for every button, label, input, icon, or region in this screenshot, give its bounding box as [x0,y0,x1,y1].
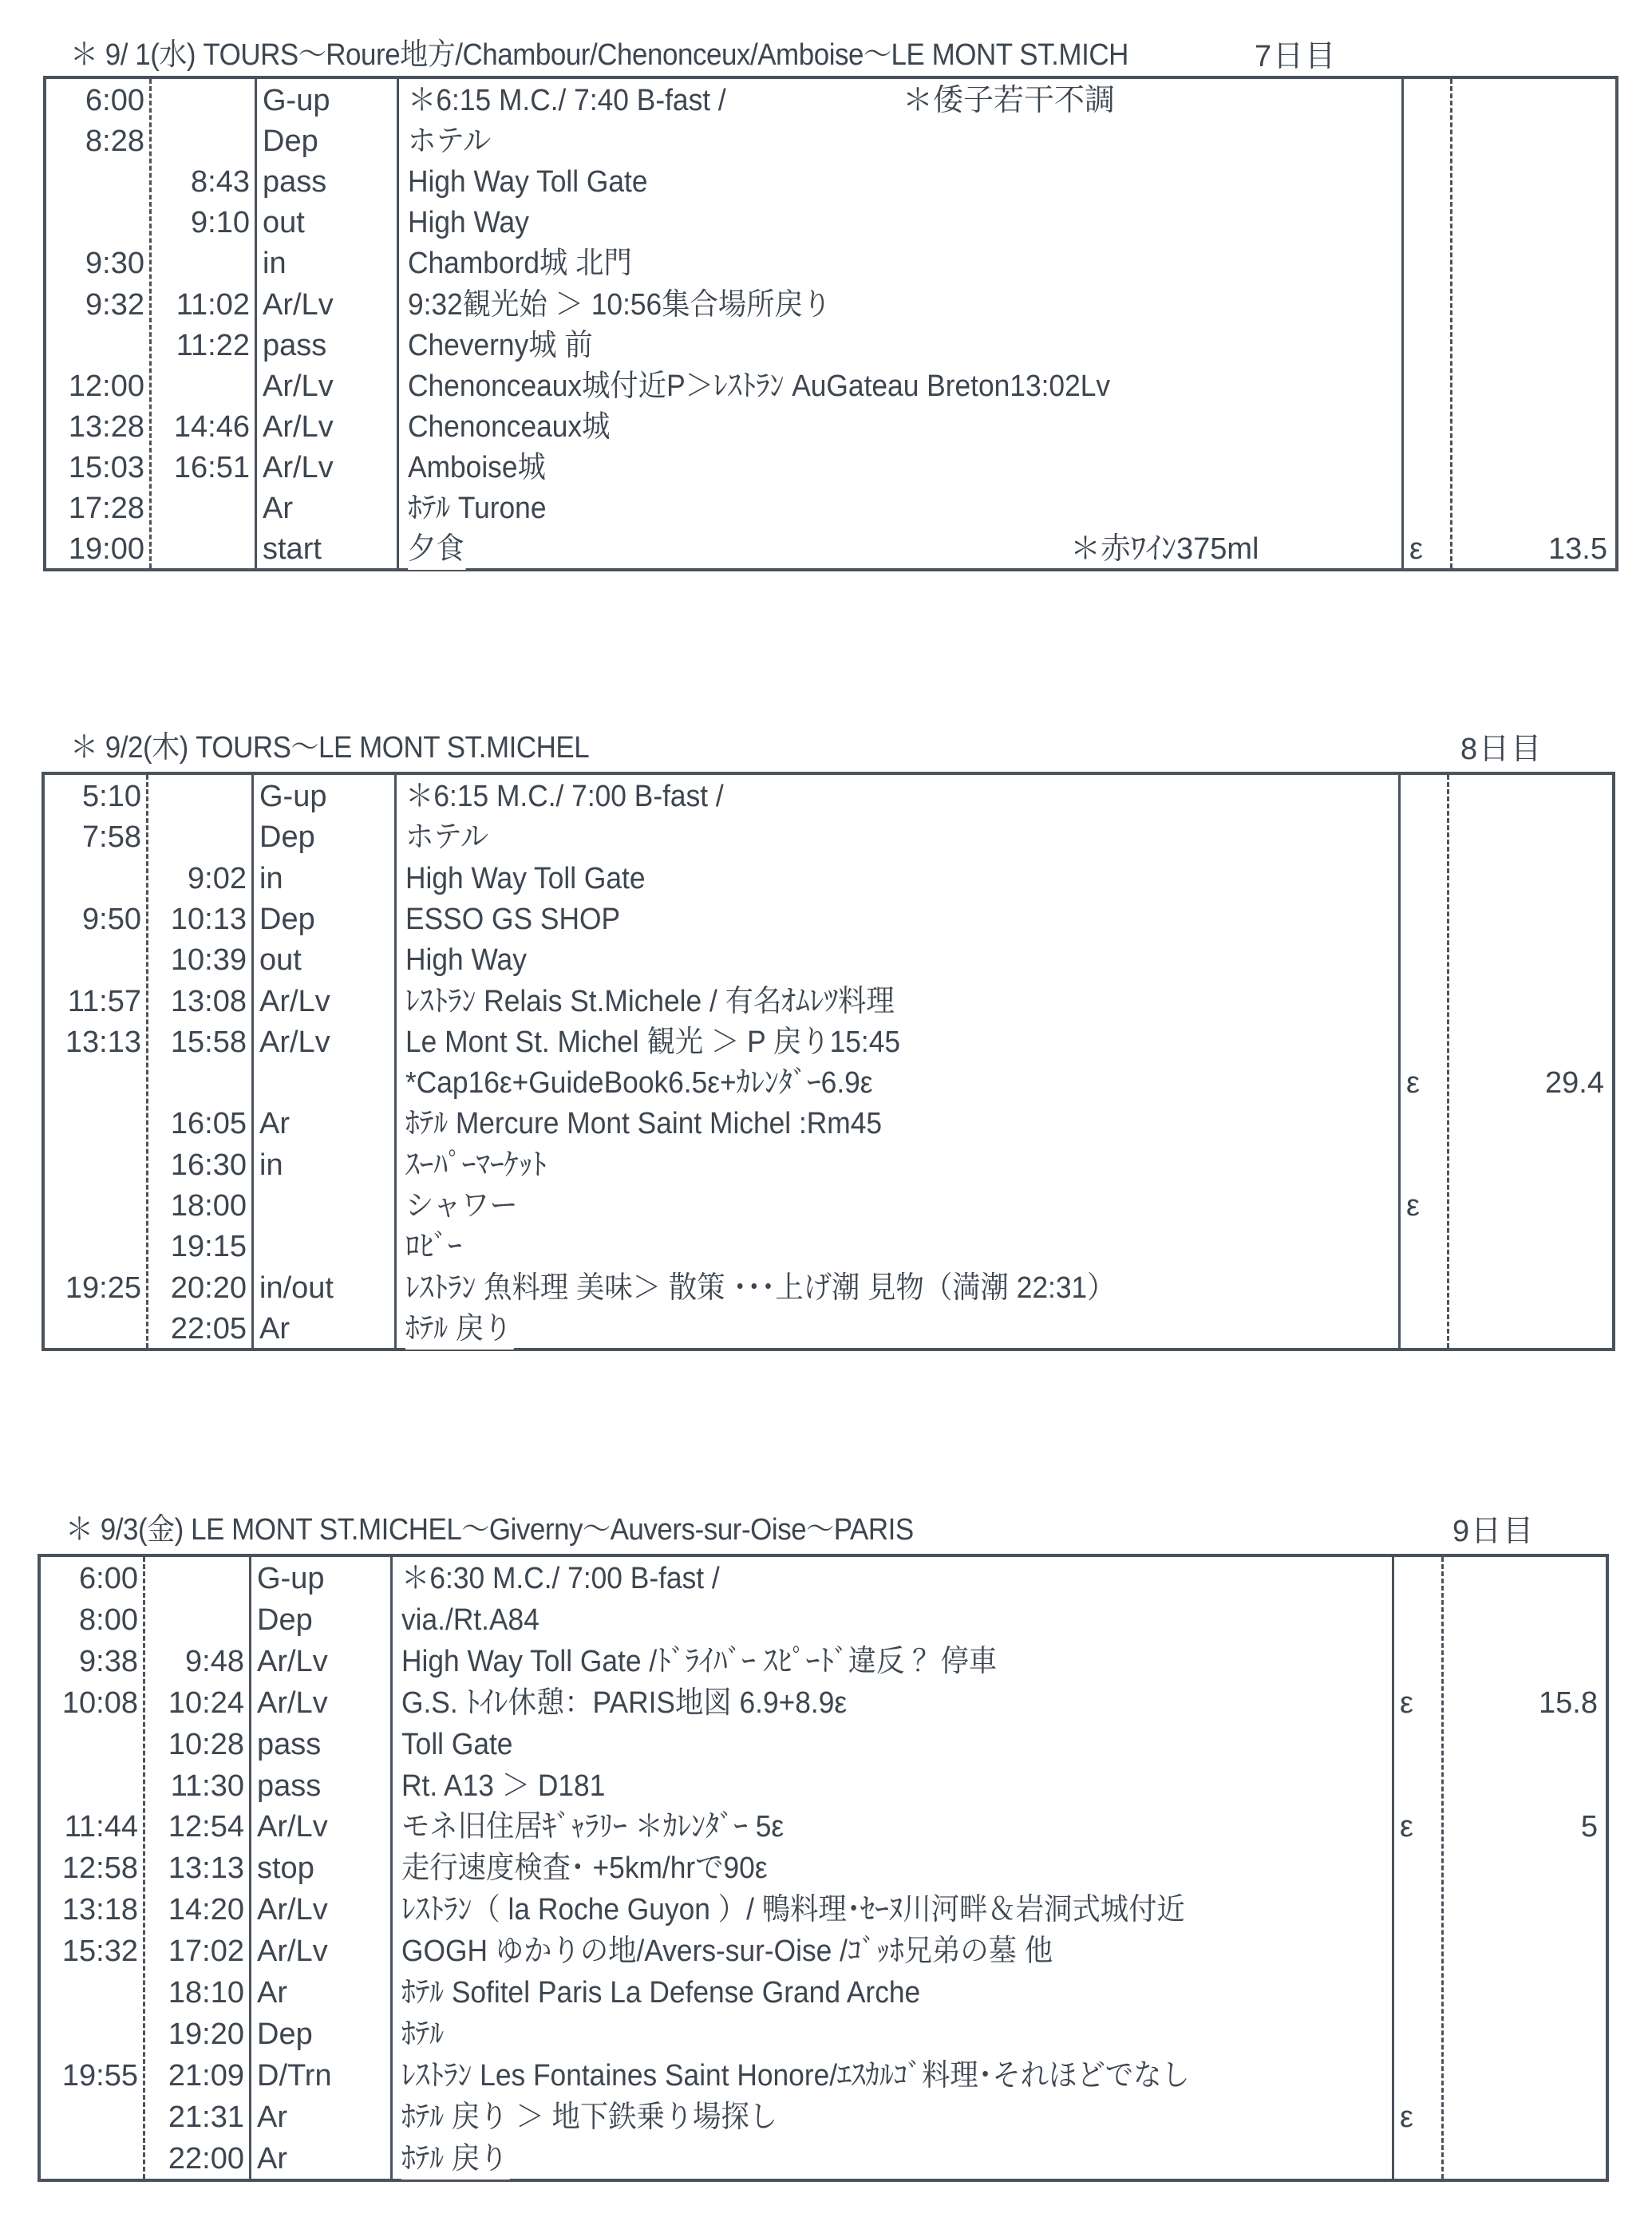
arrival-time [48,1227,141,1267]
day-number-label: 8日目 [1460,733,1543,766]
note: ＊赤ﾜｲﾝ375ml [1070,532,1259,567]
table-row [46,285,1615,326]
action-code: Ar/Lv [257,1810,328,1844]
description: ＊6:15 M.C./ 7:40 B-fast / [408,81,728,121]
arrival-time [48,1309,141,1350]
table-row [45,1309,1612,1350]
table-row [45,899,1612,940]
description: ＊6:30 M.C./ 7:00 B-fast / [401,1559,721,1599]
description: ﾚｽﾄﾗﾝ 魚料理 美味＞ 散策 ･･･上げ潮 見物（満潮 22:31） [405,1268,1116,1309]
currency-symbol: ε [1406,1066,1420,1101]
table-row [41,1890,1606,1931]
arrival-time: 12:00 [68,369,144,403]
departure-time: 9:48 [185,1644,244,1678]
amount [1458,407,1607,448]
arrival-time [44,2139,138,2180]
amount [1449,1931,1598,1972]
departure-time: 19:15 [170,1230,247,1264]
description: 夕食 [408,529,466,570]
day-title: ＊ 9/ 1(水) TOURS～Roure地方/Chambour/Chenonceux/Amboise～LE MONT ST.MICH [70,38,1128,72]
table-row [46,407,1615,448]
table-row [45,859,1612,899]
departure-time: 10:39 [170,943,247,978]
description: ﾎﾃﾙ 戻り [401,2139,509,2180]
departure-time: 12:54 [168,1810,244,1844]
departure-time: 14:46 [173,409,250,444]
arrival-time: 7:58 [82,820,141,855]
arrival-time: 6:00 [85,84,144,117]
action-code: pass [263,328,327,362]
departure-time: 21:31 [168,2100,244,2134]
action-code: Ar/Lv [263,369,334,403]
arrival-time: 13:28 [68,409,144,444]
table-row [46,366,1615,407]
arrival-time [49,203,144,243]
amount [1455,1022,1604,1063]
departure-time: 18:00 [170,1189,247,1223]
table-row [46,326,1615,366]
arrival-time [48,1186,141,1227]
amount [1458,366,1607,407]
table-row [46,448,1615,488]
amount [1458,243,1607,284]
arrival-time: 12:58 [61,1851,138,1886]
table-row [41,1600,1606,1641]
departure-time [148,1600,244,1641]
description: Amboise城 [408,448,547,488]
description: モネ旧住居ｷﾞｬﾗﾘｰ ＊ｶﾚﾝﾀﾞｰ 5ε [401,1807,785,1848]
departure-time: 9:02 [188,861,247,895]
description: ESSO GS SHOP [405,899,622,940]
amount: 5 [1580,1810,1598,1844]
amount [1458,448,1607,488]
departure-time: 20:20 [170,1271,247,1305]
amount [1455,899,1604,940]
amount: 15.8 [1539,1686,1598,1720]
departure-time: 13:08 [170,984,247,1018]
table-row [41,1559,1606,1599]
description: Le Mont St. Michel 観光 ＞ P 戻り15:45 [405,1022,902,1063]
action-code: Dep [259,820,315,855]
amount [1458,81,1607,121]
amount [1458,121,1607,162]
description: ﾚｽﾄﾗﾝ Relais St.Michele / 有名ｵﾑﾚﾂ料理 [405,982,896,1022]
action-code: Dep [257,1603,313,1637]
amount [1455,859,1604,899]
table-row [41,1973,1606,2014]
amount [1458,488,1607,529]
departure-time: 8:43 [191,165,250,200]
amount [1449,2097,1598,2138]
departure-time [154,366,250,407]
description: High Way [408,203,531,243]
table-row [41,2139,1606,2180]
description: Toll Gate [401,1725,514,1765]
departure-time: 13:13 [168,1851,244,1886]
table-row [46,529,1615,570]
arrival-time: 5:10 [82,780,141,813]
action-code: D/Trn [257,2058,332,2093]
arrival-time: 15:03 [68,450,144,484]
action-code: Dep [263,124,318,159]
day-title: ＊ 9/3(金) LE MONT ST.MICHEL～Giverny～Auvers-sur-Oise～PARIS [65,1513,914,1547]
arrival-time: 9:38 [79,1644,138,1678]
description: 走行速度検査･ +5km/hrで90ε [401,1848,769,1889]
table-row [41,2097,1606,2138]
description: ＊6:15 M.C./ 7:00 B-fast / [405,777,725,817]
departure-time: 11:30 [170,1769,244,1803]
action-code: in [259,861,283,895]
description: ﾎﾃﾙ 戻り [405,1309,513,1350]
amount: 13.5 [1548,532,1607,567]
departure-time [154,488,250,529]
arrival-time [44,1766,138,1807]
description: ﾛﾋﾞｰ [405,1227,464,1267]
table-row [41,1807,1606,1848]
departure-time: 19:20 [168,2017,244,2051]
description: *Cap16ε+GuideBook6.5ε+ｶﾚﾝﾀﾞｰ6.9ε [405,1063,874,1104]
amount [1449,1890,1598,1931]
day-number-label: 9日目 [1452,1515,1535,1548]
schedule-table [41,772,1615,1351]
description: ﾚｽﾄﾗﾝ Les Fontaines Saint Honore/ｴｽｶﾙｺﾞ料理･それほどでなし [401,2056,1192,2097]
arrival-time: 19:25 [65,1271,141,1305]
departure-time: 16:30 [170,1148,247,1182]
table-row [45,1063,1612,1104]
description: ﾚｽﾄﾗﾝ（ la Roche Guyon ）/ 鴨料理･ｾｰﾇ川河畔＆岩洞式城付近 [401,1890,1187,1931]
amount [1458,326,1607,366]
description: High Way Toll Gate [405,859,646,899]
action-code: G-up [259,780,327,813]
action-code: stop [257,1851,314,1886]
description: ホテル [405,817,490,858]
schedule-table [38,1554,1609,2182]
action-code: G-up [263,84,330,117]
description: ﾎﾃﾙ 戻り ＞ 地下鉄乗り場探し [401,2097,779,2138]
departure-time: 14:20 [168,1893,244,1927]
departure-time: 9:10 [191,206,250,240]
amount [1458,162,1607,203]
table-row [45,1227,1612,1267]
departure-time: 11:22 [176,328,250,362]
departure-time: 21:09 [168,2058,244,2093]
arrival-time: 13:18 [61,1893,138,1927]
amount [1455,777,1604,817]
departure-time [151,777,247,817]
action-code: in [259,1148,283,1182]
departure-time [154,243,250,284]
amount [1449,1642,1598,1682]
action-code: Ar [257,2141,287,2176]
arrival-time [44,1725,138,1765]
description: High Way Toll Gate /ﾄﾞﾗｲﾊﾞｰ ｽﾋﾟｰﾄﾞ違反 ？停車 [401,1642,998,1682]
action-code: Ar/Lv [257,1644,328,1678]
action-code: Ar [257,2100,287,2134]
departure-time: 10:28 [168,1727,244,1761]
amount [1455,1227,1604,1267]
table-row [41,1766,1606,1807]
action-code: Ar/Lv [257,1893,328,1927]
action-code: out [263,206,305,240]
arrival-time: 15:32 [61,1934,138,1969]
action-code: Ar [257,1976,287,2010]
table-row [41,1931,1606,1972]
amount [1455,1268,1604,1309]
table-row [45,817,1612,858]
amount [1449,1559,1598,1599]
table-row [45,777,1612,817]
arrival-time [44,1973,138,2014]
description: シャワー [405,1186,520,1227]
description: Cheverny城 前 [408,326,595,366]
departure-time [151,817,247,858]
action-code: Ar/Lv [263,409,334,444]
description: High Way Toll Gate [408,162,649,203]
schedule-table [43,76,1618,571]
day-title: ＊ 9/2(木) TOURS～LE MONT ST.MICHEL [70,731,590,765]
departure-time: 22:05 [170,1311,247,1346]
table-row [45,1145,1612,1186]
action-code: pass [257,1727,322,1761]
action-code: Ar [263,492,293,525]
table-row [45,940,1612,981]
arrival-time: 10:08 [61,1686,138,1720]
departure-time: 17:02 [168,1934,244,1969]
table-row [46,203,1615,243]
action-code: in [263,247,287,281]
departure-time [154,81,250,121]
action-code: pass [263,165,327,200]
action-code: Ar [259,1311,290,1346]
description: 9:32観光始 ＞ 10:56集合場所戻り [408,285,832,326]
amount [1458,285,1607,326]
table-row [45,1268,1612,1309]
table-row [46,81,1615,121]
description: Chenonceaux城 [408,407,611,448]
departure-time: 10:13 [170,902,247,936]
action-code: Ar/Lv [263,287,334,322]
action-code: G-up [257,1562,325,1595]
action-code: Ar/Lv [259,984,330,1018]
currency-symbol: ε [1400,2100,1413,2134]
arrival-time: 13:13 [65,1025,141,1059]
departure-time: 11:02 [176,287,250,322]
arrival-time [44,2097,138,2138]
table-row [46,162,1615,203]
table-row [45,1104,1612,1144]
arrival-time [48,1145,141,1186]
description: G.S. ﾄｲﾚ休憩：PARIS地図 6.9+8.9ε [401,1683,848,1724]
arrival-time [48,940,141,981]
amount [1455,940,1604,981]
description: ホテル [408,121,492,162]
amount [1449,2056,1598,2097]
departure-time: 16:51 [173,450,250,484]
arrival-time: 6:00 [79,1562,138,1595]
currency-symbol: ε [1400,1686,1413,1720]
amount [1449,1725,1598,1765]
action-code: start [263,532,322,567]
arrival-time [48,1063,141,1104]
table-row [45,1022,1612,1063]
arrival-time: 17:28 [68,492,144,525]
currency-symbol: ε [1400,1810,1413,1844]
departure-time [151,1063,247,1104]
action-code: Ar/Lv [263,450,334,484]
arrival-time [49,162,144,203]
arrival-time: 19:00 [68,532,144,567]
arrival-time [49,326,144,366]
table-row [46,243,1615,284]
table-row [46,121,1615,162]
action-code: pass [257,1769,322,1803]
arrival-time: 9:50 [82,902,141,936]
amount [1449,1848,1598,1889]
description: ﾎﾃﾙ Mercure Mont Saint Michel :Rm45 [405,1104,883,1144]
arrival-time [48,1104,141,1144]
description: ﾎﾃﾙ Sofitel Paris La Defense Grand Arche [401,1973,922,2014]
departure-time: 22:00 [168,2141,244,2176]
departure-time [148,1559,244,1599]
arrival-time: 9:32 [85,287,144,322]
table-row [41,2056,1606,2097]
description: GOGH ゆかりの地/Avers-sur-Oise /ｺﾞｯﾎ兄弟の墓 他 [401,1931,1054,1972]
arrival-time [48,859,141,899]
departure-time: 16:05 [170,1107,247,1141]
amount [1449,1600,1598,1641]
action-code: in/out [259,1271,334,1305]
description: Chenonceaux城付近P＞ﾚｽﾄﾗﾝ AuGateau Breton13:02Lv [408,366,1112,407]
arrival-time: 11:57 [67,984,141,1018]
table-row [41,1683,1606,1724]
table-row [41,1848,1606,1889]
departure-time: 18:10 [168,1976,244,2010]
amount [1455,1104,1604,1144]
action-code: out [259,943,302,978]
action-code: Dep [259,902,315,936]
description: Rt. A13 ＞ D181 [401,1766,607,1807]
description: ﾎﾃﾙ [401,2014,445,2055]
description: Chambord城 北門 [408,243,634,284]
description: ﾎﾃﾙ Turone [408,488,547,529]
arrival-time: 8:00 [79,1603,138,1637]
currency-symbol: ε [1409,532,1423,567]
note: ＊倭子若干不調 [903,84,1116,117]
amount [1449,1766,1598,1807]
departure-time: 10:24 [168,1686,244,1720]
table-row [45,982,1612,1022]
departure-time [154,121,250,162]
amount [1455,982,1604,1022]
amount: 29.4 [1545,1066,1604,1101]
arrival-time: 8:28 [85,124,144,159]
amount [1449,1973,1598,2014]
description: ｽｰﾊﾟｰﾏｰｹｯﾄ [405,1145,548,1186]
arrival-time: 9:30 [85,247,144,281]
amount [1449,2014,1598,2055]
table-row [45,1186,1612,1227]
departure-time: 15:58 [170,1025,247,1059]
description: High Way [405,940,528,981]
amount [1455,1186,1604,1227]
amount [1455,817,1604,858]
amount [1458,203,1607,243]
table-row [41,2014,1606,2055]
arrival-time: 19:55 [61,2058,138,2093]
action-code: Ar/Lv [259,1025,330,1059]
amount [1449,2139,1598,2180]
arrival-time [44,2014,138,2055]
departure-time [154,529,250,570]
description: via./Rt.A84 [401,1600,541,1641]
day-number-label: 7日目 [1255,40,1338,73]
currency-symbol: ε [1406,1189,1420,1223]
amount [1455,1309,1604,1350]
table-row [46,488,1615,529]
action-code: Ar/Lv [257,1934,328,1969]
action-code: Ar [259,1107,290,1141]
arrival-time: 11:44 [64,1810,138,1844]
table-row [41,1725,1606,1765]
amount [1455,1145,1604,1186]
action-code: Ar/Lv [257,1686,328,1720]
action-code: Dep [257,2017,313,2051]
table-row [41,1642,1606,1682]
